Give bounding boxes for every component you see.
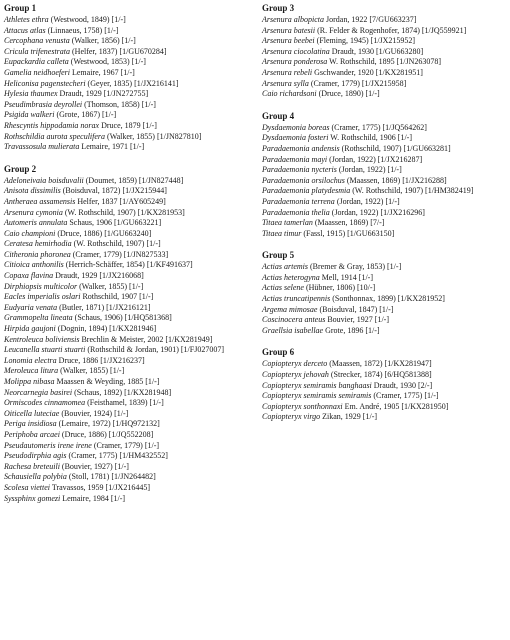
species-name: Lonomia electra (4, 355, 57, 365)
species-group (4, 3, 254, 153)
species-entry (4, 409, 254, 420)
species-name: Ormiscodes cinnamomea (4, 398, 86, 408)
species-entry (262, 197, 506, 208)
species-entry (4, 121, 254, 132)
species-entry (262, 315, 506, 326)
group-title: Group 4 (262, 110, 295, 121)
species-name: Arsenura beebei (262, 36, 315, 46)
species-entry (262, 144, 506, 155)
species-entry (262, 79, 506, 90)
species-group (262, 250, 506, 336)
species-name: Psigida walkeri (4, 110, 55, 120)
species-entry (262, 305, 506, 316)
species-authority: (Bremer & Gray, 1853) [1/-] (310, 262, 402, 272)
species-name: Copiopteryx virgo (262, 412, 321, 422)
species-name: Arsenura sylla (262, 78, 309, 88)
left-column (4, 3, 254, 515)
species-authority: (Cramer, 1779) [1/JX215958] (310, 78, 407, 88)
species-name: Oiticella luteciae (4, 408, 60, 418)
species-authority: (Bouvier, 1924) [1/-] (61, 408, 129, 418)
species-authority: (Walker, 1855) [1/-] (60, 366, 125, 376)
right-column (262, 3, 506, 434)
species-authority: (Druce, 1886) [1/GU663240] (57, 228, 152, 238)
species-authority: (Jordan, 1922) [1/-] (338, 165, 402, 175)
species-name: Pseudodirphia agis (4, 451, 67, 461)
species-authority: Brechlin & Meister, 2002 [1/KX281949] (81, 334, 213, 344)
species-entry (4, 303, 254, 314)
group-title: Group 2 (4, 163, 37, 174)
species-authority: (Doumet, 1859) [1/JN827448] (85, 175, 184, 185)
species-authority: (Jordan, 1922) [1/-] (336, 196, 400, 206)
species-authority: (Cramer, 1779) [1/-] (93, 440, 160, 450)
species-entry (262, 15, 506, 26)
species-name: Paradaemonia terrena (262, 196, 335, 206)
species-name: Actias artemis (262, 262, 308, 272)
species-name: Pseudimbrasia deyrollei (4, 99, 83, 109)
species-entry (4, 345, 254, 356)
species-name: Hylesia thaumex (4, 89, 58, 99)
species-authority: (Maassen, 1869) [1/JX216288] (346, 175, 447, 185)
species-entry (4, 250, 254, 261)
species-authority: (Rothschild & Jordan, 1901) [1/FJ027007] (87, 345, 225, 355)
species-entry (4, 100, 254, 111)
species-entry (262, 381, 506, 392)
species-entry (4, 68, 254, 79)
species-name: Citioica anthonilis (4, 260, 64, 270)
species-entry (4, 282, 254, 293)
species-entry (262, 391, 506, 402)
species-name: Eudyaria venata (4, 302, 58, 312)
species-name: Coscinocera anteus (262, 315, 326, 325)
species-authority: (Walker, 1855) [1/-] (79, 281, 144, 291)
species-entry (4, 419, 254, 430)
species-authority: (Cramer, 1775) [1/HM432552] (68, 451, 168, 461)
species-authority: (Westwood, 1849) [1/-] (50, 15, 126, 24)
species-authority: (Fleming, 1945) [1/JX215952] (316, 36, 416, 46)
species-entry (4, 388, 254, 399)
species-authority: (Hübner, 1806) [10/-] (305, 283, 376, 293)
species-group (262, 111, 506, 240)
species-name: Periphoba arcaei (4, 429, 60, 439)
species-name: Actias selene (262, 283, 304, 293)
species-entry (4, 494, 254, 505)
species-entry (4, 377, 254, 388)
species-authority: (Lemaire, 1972) [1/HQ972132] (58, 419, 160, 429)
species-name: Pseudautomeris irene irene (4, 440, 92, 450)
species-entry (4, 366, 254, 377)
species-group (262, 3, 506, 100)
species-name: Arsenura rebeli (262, 67, 313, 77)
species-name: Paradaemonia thelia (262, 207, 330, 217)
species-authority: (Feisthamel, 1839) [1/-] (87, 398, 164, 408)
species-authority: Gschwander, 1920 [1/KX281951] (314, 67, 423, 77)
species-name: Copiopteryx jehovah (262, 370, 329, 380)
species-name: Citheronia phoronea (4, 249, 71, 259)
species-authority: (Jordan, 1922) [1/JX216287] (329, 154, 423, 164)
species-authority: (Geyer, 1835) [1/JX216141] (87, 78, 179, 88)
species-entry (4, 26, 254, 37)
species-entry (262, 89, 506, 100)
species-entry (4, 239, 254, 250)
species-entry (4, 176, 254, 187)
species-entry (262, 359, 506, 370)
species-entry (4, 462, 254, 473)
species-entry (4, 57, 254, 68)
species-name: Rachesa breteuili (4, 461, 60, 471)
species-authority: (Rothschild, 1907) [1/GU663281] (341, 143, 451, 153)
species-name: Paradaemonia platydesmia (262, 186, 351, 196)
species-name: Titaea tamerlan (262, 218, 313, 228)
species-authority: (Cramer, 1775) [1/-] (373, 391, 439, 401)
species-authority: (Boisduval, 1847) [1/-] (319, 304, 394, 314)
species-authority: Schaus, 1906 [1/GU663221] (69, 218, 162, 228)
species-authority: (Cramer, 1775) [1/JQ564262] (331, 122, 427, 132)
species-name: Arsenura ponderosa (262, 57, 328, 67)
species-entry (4, 441, 254, 452)
species-entry (262, 176, 506, 187)
species-entry (4, 132, 254, 143)
species-entry (4, 89, 254, 100)
species-name: Hirpida gaujoni (4, 324, 56, 334)
species-authority: Grote, 1896 [1/-] (325, 325, 380, 335)
species-name: Rhescyntis hippodamia norax (4, 120, 100, 130)
species-authority: Draudt, 1930 [2/-] (373, 380, 433, 390)
species-entry (262, 412, 506, 423)
species-entry (4, 398, 254, 409)
species-authority: (Dognin, 1894) [1/KX281946] (57, 324, 157, 334)
species-authority: Mell, 1914 [1/-] (321, 272, 374, 282)
species-name: Caio championi (4, 228, 56, 238)
species-authority: (Cramer, 1779) [1/JN827533] (72, 249, 169, 259)
species-entry (4, 110, 254, 121)
species-authority: (Sonthonnax, 1899) [1/KX281952] (332, 294, 445, 304)
group-title: Group 1 (4, 3, 37, 13)
species-entry (262, 294, 506, 305)
species-entry (4, 356, 254, 367)
species-name: Copiopteryx derceto (262, 359, 328, 369)
species-entry (262, 36, 506, 47)
species-authority: (R. Felder & Rogenhofer, 1874) [1/JQ559921] (317, 25, 467, 35)
species-name: Molippa nibasa (4, 377, 55, 386)
group-title: Group 6 (262, 347, 295, 358)
species-name: Rothschildia aurota speculifera (4, 131, 106, 141)
species-authority: W. Rothschild, 1906 [1/-] (330, 133, 412, 143)
species-entry (262, 370, 506, 381)
species-entry (262, 218, 506, 229)
species-name: Dysdaemonia fosteri (262, 133, 329, 143)
species-authority: Jordan, 1922 [7/GU663237] (326, 15, 417, 24)
species-name: Paradaemonia andensis (262, 143, 340, 153)
species-name: Periga insidiosa (4, 419, 57, 429)
species-authority: Druce, 1886 [1/JX216237] (58, 355, 145, 365)
species-name: Cercophana venusta (4, 36, 70, 46)
species-authority: (Schaus, 1892) [1/KX281948] (74, 387, 172, 397)
species-entry (4, 79, 254, 90)
species-authority: (Bouvier, 1927) [1/-] (61, 461, 129, 471)
species-name: Meroleuca litura (4, 366, 59, 376)
species-authority: Em. André, 1905 [1/KX281950] (344, 401, 449, 411)
species-entry (4, 36, 254, 47)
species-authority: Maassen & Weyding, 1885 [1/-] (56, 377, 160, 386)
species-authority: Draudt, 1929 [1/JX216068] (55, 271, 144, 281)
species-authority: (Maassen, 1872) [1/KX281947] (329, 359, 432, 369)
species-authority: (Linnaeus, 1758) [1/-] (47, 25, 119, 35)
species-authority: (Stoll, 1781) [1/JN264482] (68, 472, 156, 482)
species-authority: (Walker, 1856) [1/-] (71, 36, 136, 46)
species-authority: Travassos, 1959 [1/JX216445] (51, 482, 150, 492)
species-name: Eacles imperialis oslari (4, 292, 81, 302)
species-entry (4, 197, 254, 208)
species-authority: Druce, 1879 [1/-] (101, 120, 157, 130)
species-name: Ceratesa hemirhodia (4, 239, 72, 249)
species-authority: (Boisduval, 1872) [1/JX215944] (62, 186, 167, 196)
species-name: Scolesa viettei (4, 482, 50, 492)
species-authority: (Westwood, 1853) [1/-] (70, 57, 146, 67)
species-name: Syssphinx gomezi (4, 493, 61, 503)
species-authority: Lemaire, 1971 [1/-] (81, 142, 145, 152)
species-entry (4, 472, 254, 483)
species-entry (4, 271, 254, 282)
species-authority: W. Rothschild, 1895 [1/JN263078] (329, 57, 442, 67)
species-entry (262, 155, 506, 166)
species-authority: (Butler, 1871) [1/JX216121] (59, 302, 151, 312)
species-name: Gamelia neidhoeferi (4, 67, 70, 77)
species-name: Eupackardia calleta (4, 57, 69, 67)
species-name: Attacus atlas (4, 25, 46, 35)
species-name: Actias heterogyna (262, 272, 320, 282)
species-group (262, 347, 506, 423)
species-entry (262, 273, 506, 284)
species-authority: Draudt, 1930 [1/GU663280] (331, 46, 424, 56)
species-entry (262, 402, 506, 413)
species-name: Neorcarnegia basirei (4, 387, 73, 397)
species-name: Kentroleuca boliviensis (4, 334, 80, 344)
species-name: Paradaemonia nycteris (262, 165, 337, 175)
species-name: Athletes ethra (4, 15, 49, 24)
species-name: Antheraea assamensis (4, 196, 76, 206)
species-entry (4, 451, 254, 462)
species-name: Titaea timur (262, 228, 302, 238)
species-name: Travassosula mulierata (4, 142, 80, 152)
species-authority: (Jordan, 1922) [1/JX216296] (331, 207, 425, 217)
species-name: Copiopteryx semiramis semiramis (262, 391, 372, 401)
species-name: Leucanella stuarti stuarti (4, 345, 86, 355)
species-name: Cricula trifenestrata (4, 46, 70, 56)
species-authority: Lemaire, 1967 [1/-] (71, 67, 135, 77)
species-entry (4, 260, 254, 271)
species-entry (262, 47, 506, 58)
species-authority: (Helfer, 1837) [1/GU670284] (72, 46, 167, 56)
species-group (4, 164, 254, 504)
species-entry (4, 208, 254, 219)
species-name: Caio richardsoni (262, 89, 317, 99)
species-authority: Lemaire, 1984 [1/-] (62, 493, 126, 503)
species-authority: (W. Rothschild, 1907) [1/HM382419] (352, 186, 474, 196)
species-name: Arsenura batesii (262, 25, 316, 35)
species-authority: (Grote, 1867) [1/-] (56, 110, 117, 120)
species-entry (4, 335, 254, 346)
species-entry (4, 229, 254, 240)
species-entry (262, 262, 506, 273)
species-entry (262, 26, 506, 37)
species-authority: (Druce, 1890) [1/-] (318, 89, 380, 99)
species-authority: (Fassl, 1915) [1/GU663150] (303, 228, 395, 238)
species-name: Copaxa flavina (4, 271, 54, 281)
species-entry (4, 186, 254, 197)
species-name: Copiopteryx semiramis banghaasi (262, 380, 372, 390)
species-entry (262, 68, 506, 79)
species-name: Grammopelta lineata (4, 313, 73, 323)
species-authority: (Thomson, 1858) [1/-] (84, 99, 156, 109)
species-authority: Bouvier, 1927 [1/-] (327, 315, 389, 325)
species-authority: Rothschild, 1907 [1/-] (82, 292, 154, 302)
species-name: Heliconisa pagenstecheri (4, 78, 86, 88)
species-name: Arsenura ciocolatina (262, 46, 330, 56)
species-name: Actias truncatipennis (262, 294, 331, 304)
species-name: Arsenura cymonia (4, 207, 63, 217)
species-entry (4, 292, 254, 303)
species-authority: (Herrich-Schäffer, 1854) [1/KF491637] (65, 260, 193, 270)
species-authority: Zikan, 1929 [1/-] (322, 412, 378, 422)
species-entry (262, 283, 506, 294)
species-entry (4, 142, 254, 153)
species-name: Anisota dissimilis (4, 186, 61, 196)
species-name: Adeloneivaia boisduvalii (4, 175, 84, 185)
species-entry (262, 208, 506, 219)
group-title: Group 3 (262, 3, 295, 13)
species-name: Copiopteryx sonthonnaxi (262, 401, 343, 411)
species-entry (262, 326, 506, 337)
species-authority: (Maassen, 1869) [7/-] (314, 218, 385, 228)
species-name: Automeris annulata (4, 218, 68, 228)
species-name: Dirphiopsis multicolor (4, 281, 78, 291)
species-authority: (W. Rothschild, 1907) [1/KX281953] (64, 207, 185, 217)
species-authority: Draudt, 1929 [1/JN272755] (59, 89, 149, 99)
species-entry (262, 123, 506, 134)
species-entry (4, 47, 254, 58)
species-authority: (Druce, 1886) [1/JQ552208] (61, 429, 154, 439)
species-authority: Helfer, 1837 [1/AY605249] (77, 196, 166, 206)
species-entry (262, 186, 506, 197)
species-entry (262, 229, 506, 240)
species-name: Graellsia isabellae (262, 325, 324, 335)
species-entry (4, 324, 254, 335)
group-title: Group 5 (262, 250, 295, 261)
species-authority: (W. Rothschild, 1907) [1/-] (73, 239, 161, 249)
species-entry (4, 483, 254, 494)
species-name: Dysdaemonia boreas (262, 122, 330, 132)
species-name: Argema mimosae (262, 304, 318, 314)
species-entry (262, 133, 506, 144)
species-authority: (Strecker, 1874) [6/HQ581388] (330, 370, 432, 380)
species-authority: (Walker, 1855) [1/JN827810] (107, 131, 202, 141)
species-name: Paradaemonia mayi (262, 154, 328, 164)
species-entry (4, 430, 254, 441)
species-authority: (Schaus, 1906) [1/HQ581368] (74, 313, 172, 323)
species-name: Schausiella polybia (4, 472, 67, 482)
species-entry (262, 165, 506, 176)
species-entry (4, 218, 254, 229)
species-name: Arsenura albopicta (262, 15, 324, 24)
species-entry (4, 15, 254, 26)
species-name: Paradaemonia orsilochus (262, 175, 345, 185)
species-entry (262, 57, 506, 68)
species-entry (4, 313, 254, 324)
